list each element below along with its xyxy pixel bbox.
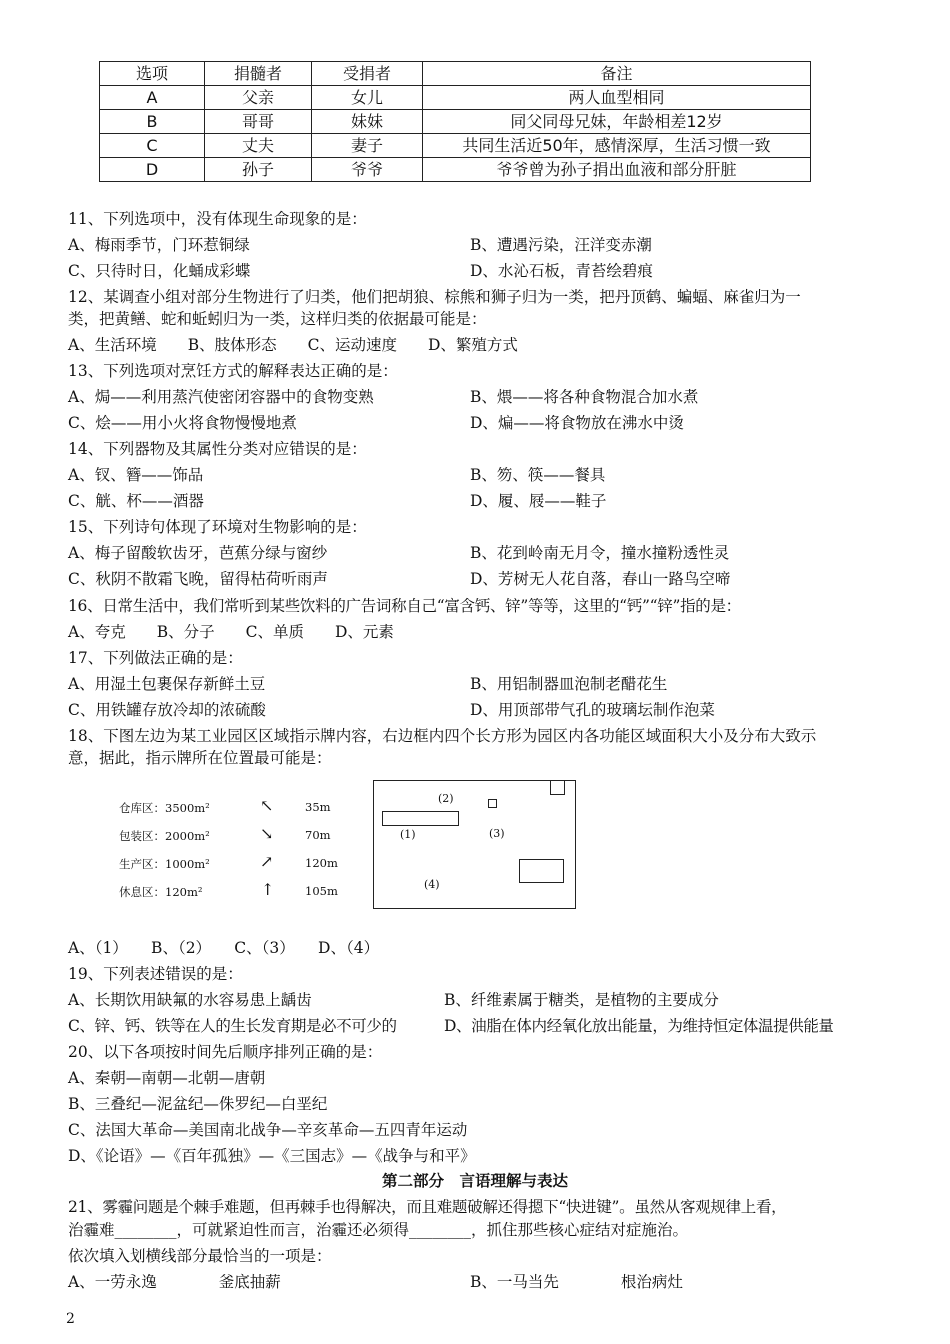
- option-a: A、梅子留酸软齿牙，芭蕉分绿与窗纱: [68, 544, 328, 562]
- arrow-up-icon: ↑: [261, 880, 275, 899]
- table-cell: B: [100, 110, 205, 134]
- option-c: C、用铁罐存放冷却的浓硫酸: [68, 701, 266, 719]
- table-row: [100, 134, 811, 158]
- table-cell: 女儿: [312, 86, 423, 110]
- option-b: B、遭遇污染，汪洋变赤潮: [470, 236, 652, 254]
- option-d: D、芳树无人花自落，春山一路鸟空啼: [470, 570, 731, 588]
- table-header-cell: 备注: [423, 62, 811, 86]
- option-c: C、法国大革命—美国南北战争—辛亥革命—五四青年运动: [68, 1121, 468, 1139]
- map-rect-small-corner: [550, 780, 565, 795]
- table-cell: 共同生活近50年，感情深厚，生活习惯一致: [423, 134, 811, 158]
- option-a: A、用湿土包裹保存新鲜土豆: [68, 675, 266, 693]
- map-label-3: (3): [489, 827, 505, 840]
- question-instruction: 依次填入划横线部分最恰当的一项是：: [68, 1247, 332, 1265]
- table-header-cell: 捐髓者: [205, 62, 312, 86]
- option-c: C、锌、钙、铁等在人的生长发育期是必不可少的: [68, 1017, 397, 1035]
- table-row: [100, 86, 811, 110]
- option-d: D、油脂在体内经氧化放出能量，为维持恒定体温提供能量: [444, 1017, 834, 1035]
- table-header-row: [100, 62, 811, 86]
- table-header-cell: 受捐者: [312, 62, 423, 86]
- arrow-up-left-icon: ↖: [260, 796, 274, 815]
- option-c: C、只待时日，化蛹成彩蝶: [68, 262, 251, 280]
- option-c: C、觥、杯——酒器: [68, 492, 204, 510]
- sign-distance: 70m: [305, 828, 331, 842]
- table-cell: 孙子: [205, 158, 312, 182]
- question-stem: 意，据此，指示牌所在位置最可能是：: [68, 749, 332, 767]
- sign-area-label: 生产区：1000m²: [119, 857, 210, 871]
- table-cell: 父亲: [205, 86, 312, 110]
- option-d: D、《论语》—《百年孤独》—《三国志》—《战争与和平》: [68, 1147, 476, 1165]
- option-a: A、长期饮用缺氟的水容易患上龋齿: [68, 991, 312, 1009]
- option-b: B、一马当先 根治病灶: [470, 1273, 683, 1291]
- park-map: [373, 780, 576, 909]
- sign-area-label: 包装区：2000m²: [119, 829, 210, 843]
- map-label-2: (2): [438, 792, 454, 805]
- option-a: A、秦朝—南朝—北朝—唐朝: [68, 1069, 266, 1087]
- page-number: 2: [66, 1311, 75, 1327]
- map-label-1: (1): [400, 828, 416, 841]
- map-rect-1: [382, 811, 459, 826]
- table-cell: 哥哥: [205, 110, 312, 134]
- sign-area-label: 休息区：120m²: [119, 885, 203, 899]
- options-inline: A、夸克 B、分子 C、单质 D、元素: [68, 623, 394, 641]
- question-stem: 17、下列做法正确的是：: [68, 649, 243, 667]
- arrow-up-right-icon: ↗: [260, 852, 274, 871]
- table-header-cell: 选项: [100, 62, 205, 86]
- donor-table: [99, 61, 811, 182]
- option-d: D、履、屐——鞋子: [470, 492, 607, 510]
- table-row: [100, 158, 811, 182]
- option-a: A、梅雨季节，门环惹铜绿: [68, 236, 250, 254]
- table-cell: C: [100, 134, 205, 158]
- sign-area-label: 仓库区：3500m²: [119, 801, 210, 815]
- option-b: B、笏、筷——餐具: [470, 466, 606, 484]
- question-stem: 13、下列选项对烹饪方式的解释表达正确的是：: [68, 362, 398, 380]
- question-stem: 14、下列器物及其属性分类对应错误的是：: [68, 440, 367, 458]
- question-stem: 15、下列诗句体现了环境对生物影响的是：: [68, 518, 367, 536]
- table-cell: 妻子: [312, 134, 423, 158]
- table-cell: D: [100, 158, 205, 182]
- table-cell: 同父同母兄妹，年龄相差12岁: [423, 110, 811, 134]
- table-row: [100, 110, 811, 134]
- question-stem: 16、日常生活中，我们常听到某些饮料的广告词称自己“富含钙、锌”等等，这里的“钙”“锌”指的是：: [68, 597, 741, 615]
- question-stem: 11、下列选项中，没有体现生命现象的是：: [68, 210, 367, 228]
- option-b: B、三叠纪—泥盆纪—侏罗纪—白垩纪: [68, 1095, 328, 1113]
- options-inline: A、生活环境 B、肢体形态 C、运动速度 D、繁殖方式: [68, 336, 518, 354]
- sign-distance: 105m: [305, 884, 338, 898]
- option-d: D、用顶部带气孔的玻璃坛制作泡菜: [470, 701, 715, 719]
- sign-distance: 35m: [305, 800, 331, 814]
- option-d: D、水沁石板，青苔绘碧痕: [470, 262, 653, 280]
- option-b: B、纤维素属于糖类，是植物的主要成分: [444, 991, 719, 1009]
- option-a: A、钗、簪——饰品: [68, 466, 204, 484]
- question-stem: 19、下列表述错误的是：: [68, 965, 243, 983]
- table-cell: 妹妹: [312, 110, 423, 134]
- option-c: C、烩——用小火将食物慢慢地煮: [68, 414, 297, 432]
- question-stem: 18、下图左边为某工业园区区域指示牌内容，右边框内四个长方形为园区内各功能区域面积大小及分布大致示: [68, 727, 817, 745]
- question-stem: 20、以下各项按时间先后顺序排列正确的是：: [68, 1043, 383, 1061]
- option-b: B、花到岭南无月令，撞水撞粉透性灵: [470, 544, 730, 562]
- question-stem: 12、某调查小组对部分生物进行了归类，他们把胡狼、棕熊和狮子归为一类，把丹顶鹤、蝙蝠、麻雀归为一: [68, 288, 801, 306]
- option-a: A、焗——利用蒸汽使密闭容器中的食物变熟: [68, 388, 374, 406]
- arrow-down-right-icon: ↘: [260, 824, 274, 843]
- map-rect-large: [519, 859, 564, 883]
- section-title: 第二部分 言语理解与表达: [381, 1172, 568, 1190]
- question-stem: 治霾难________，可就紧迫性而言，治霾还必须得________，抓住那些核心症结对症施治。: [68, 1221, 689, 1239]
- option-b: B、用铝制器皿泡制老醋花生: [470, 675, 668, 693]
- map-rect-tiny: [488, 799, 497, 808]
- question-stem: 类，把黄鳝、蛇和蚯蚓归为一类，这样归类的依据最可能是：: [68, 310, 487, 328]
- option-b: B、煨——将各种食物混合加水煮: [470, 388, 699, 406]
- table-cell: A: [100, 86, 205, 110]
- question-stem: 21、雾霾问题是个棘手难题，但再棘手也得解决，而且难题破解还得摁下“快进键”。虽然从客观规律上看，: [68, 1198, 787, 1216]
- option-a: A、一劳永逸 釜底抽薪: [68, 1273, 281, 1291]
- table-cell: 两人血型相同: [423, 86, 811, 110]
- map-label-4: (4): [424, 878, 440, 891]
- options-inline: A、（1） B、（2） C、（3） D、（4）: [68, 939, 380, 957]
- option-c: C、秋阴不散霜飞晚，留得枯荷听雨声: [68, 570, 328, 588]
- sign-distance: 120m: [305, 856, 338, 870]
- option-d: D、煸——将食物放在沸水中烫: [470, 414, 684, 432]
- table-cell: 爷爷曾为孙子捐出血液和部分肝脏: [423, 158, 811, 182]
- table-cell: 丈夫: [205, 134, 312, 158]
- table-cell: 爷爷: [312, 158, 423, 182]
